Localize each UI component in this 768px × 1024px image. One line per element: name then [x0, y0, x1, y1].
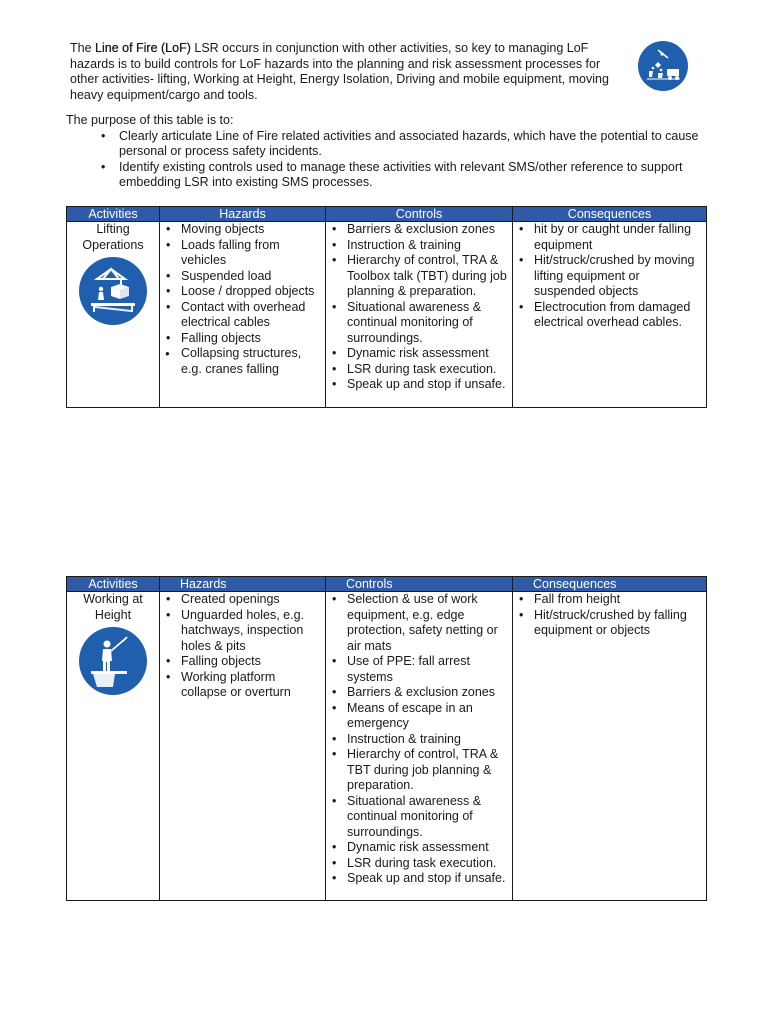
header-controls: Controls	[326, 207, 513, 222]
controls-list	[326, 222, 512, 393]
list-item: • Situational awareness & continual monitoring of surroundings.	[326, 794, 512, 841]
consequences-cell	[513, 592, 707, 901]
list-item: • LSR during task execution.	[326, 362, 512, 378]
consequences-cell	[513, 222, 707, 408]
list-item: • Instruction & training	[326, 732, 512, 748]
list-item: • Fall from height	[513, 592, 706, 608]
hazards-cell	[160, 592, 326, 901]
header-hazards: Hazards	[160, 577, 326, 592]
list-item: • Loose / dropped objects	[160, 284, 325, 300]
list-item: • Loads falling from vehicles	[160, 238, 325, 269]
activity-label: Lifting Operations	[82, 222, 144, 252]
list-item: • Created openings	[160, 592, 325, 608]
list-item: • Electrocution from damaged electrical overhead cables.	[513, 300, 706, 331]
hazards-list	[160, 592, 325, 701]
list-item: • Barriers & exclusion zones	[326, 222, 512, 238]
list-item: • Working platform collapse or overturn	[160, 670, 325, 701]
list-item: • Falling objects	[160, 654, 325, 670]
activity-cell	[67, 222, 160, 408]
purpose-lead: The purpose of this table is to:	[66, 113, 234, 127]
purpose-item: • Clearly articulate Line of Fire related activities and associated hazards, which have the potential to cause personal or process safety incidents.	[66, 129, 716, 160]
hazards-list	[160, 222, 325, 377]
working-at-height-table	[66, 576, 707, 901]
header-hazards: Hazards	[160, 207, 326, 222]
header-consequences: Consequences	[513, 207, 707, 222]
intro-text: LSR occurs in conjunction with other activities, so key to managing LoF hazards is to build controls for LoF hazards into the planning and risk assessment processes for other activities- lifting, Working at Height, Energy Isolation, Driving and mobile equipment, moving heavy equipment/cargo and tools.	[70, 41, 609, 102]
list-item: • Hierarchy of control, TRA & Toolbox talk (TBT) during job planning & preparation.	[326, 253, 512, 300]
list-item: • Falling objects	[160, 331, 325, 347]
consequences-list	[513, 222, 706, 331]
list-item: • Barriers & exclusion zones	[326, 685, 512, 701]
table-row	[67, 592, 707, 901]
list-item: • Speak up and stop if unsafe.	[326, 871, 512, 887]
lof-term: Line of Fire (LoF)	[95, 41, 191, 55]
list-item: • Use of PPE: fall arrest systems	[326, 654, 512, 685]
list-item: • Hit/struck/crushed by moving lifting equipment or suspended objects	[513, 253, 706, 300]
controls-cell	[326, 592, 513, 901]
purpose-section	[66, 113, 716, 191]
purpose-item: • Identify existing controls used to manage these activities with relevant SMS/other reference to support embedding LSR into existing SMS processes.	[66, 160, 716, 191]
header-consequences: Consequences	[513, 577, 707, 592]
list-item: • Situational awareness & continual monitoring of surroundings.	[326, 300, 512, 347]
table-header-row	[67, 577, 707, 592]
list-item: • Selection & use of work equipment, e.g. edge protection, safety netting or air mats	[326, 592, 512, 654]
intro-paragraph	[70, 41, 630, 103]
hazards-cell	[160, 222, 326, 408]
header-activities: Activities	[67, 207, 160, 222]
purpose-list	[66, 129, 716, 191]
list-item: • Unguarded holes, e.g. hatchways, inspection holes & pits	[160, 608, 325, 655]
list-item: • Dynamic risk assessment	[326, 346, 512, 362]
list-item: • Hit/struck/crushed by falling equipment or objects	[513, 608, 706, 639]
table-header-row	[67, 207, 707, 222]
header-activities: Activities	[67, 577, 160, 592]
lifting-operations-icon	[79, 257, 147, 325]
list-item: • hit by or caught under falling equipment	[513, 222, 706, 253]
controls-list	[326, 592, 512, 887]
working-at-height-icon	[79, 627, 147, 695]
list-item: • Dynamic risk assessment	[326, 840, 512, 856]
list-item: • Contact with overhead electrical cables	[160, 300, 325, 331]
list-item: ● Collapsing structures, e.g. cranes falling	[160, 346, 325, 377]
list-item: • Speak up and stop if unsafe.	[326, 377, 512, 393]
list-item: • Suspended load	[160, 269, 325, 285]
controls-cell	[326, 222, 513, 408]
table-row	[67, 222, 707, 408]
list-item: • Instruction & training	[326, 238, 512, 254]
list-item: • Moving objects	[160, 222, 325, 238]
activity-cell	[67, 592, 160, 901]
list-item: • LSR during task execution.	[326, 856, 512, 872]
lifting-operations-table	[66, 206, 707, 408]
intro-prefix: The	[70, 41, 96, 55]
line-of-fire-icon	[638, 41, 688, 91]
list-item: • Means of escape in an emergency	[326, 701, 512, 732]
header-controls: Controls	[326, 577, 513, 592]
activity-label: Working at Height	[83, 592, 143, 622]
consequences-list	[513, 592, 706, 639]
list-item: • Hierarchy of control, TRA & TBT during job planning & preparation.	[326, 747, 512, 794]
